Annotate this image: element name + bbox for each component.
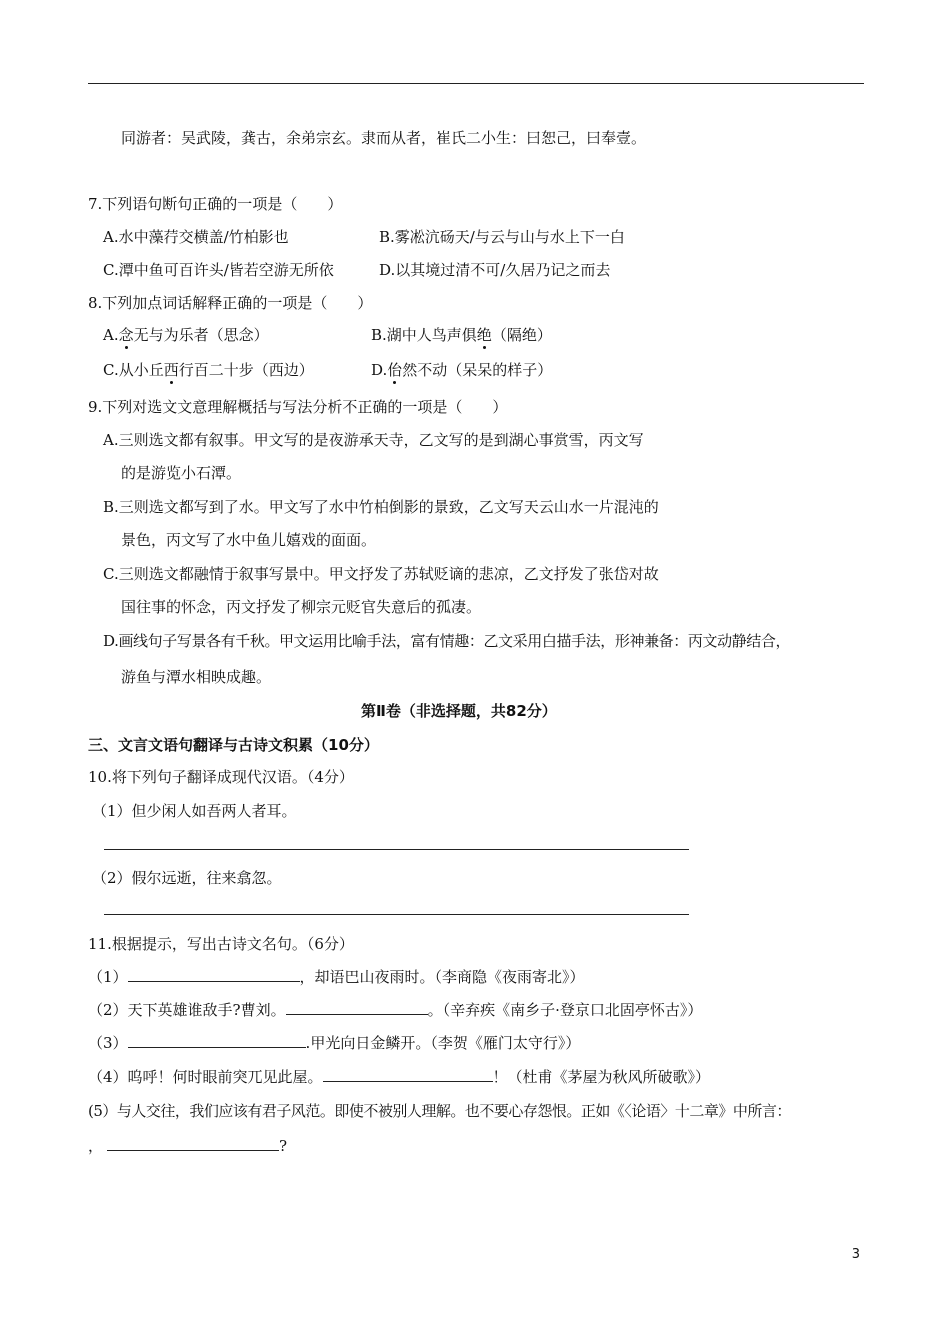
page-number: 3	[851, 1247, 860, 1262]
q11-item-2-prefix: （2）天下英雄谁敌手?曹刘。	[88, 1001, 286, 1019]
q9-option-b-line1: B.三则选文都写到了水。甲文写了水中竹柏倒影的景致，乙文写天云山水一片混沌的	[103, 498, 659, 516]
intro-line: 同游者：吴武陵，龚古，余弟宗玄。隶而从者，崔氏二小生：曰恕己，曰奉壹。	[121, 129, 647, 147]
q11-item-4-prefix: （4）呜呼！何时眼前突兀见此屋。	[88, 1068, 323, 1086]
q8-option-c	[103, 360, 314, 380]
q11-stem: 11.根据提示，写出古诗文名句。（6分）	[88, 935, 354, 953]
q7-stem: 7.下列语句断句正确的一项是（ ）	[88, 195, 343, 213]
q9-option-d-line1: D.画线句子写景各有千秋。甲文运用比喻手法，富有情趣：乙文采用白描手法，形神兼备：丙文动静结合，	[103, 632, 791, 650]
q11-item-2	[88, 1000, 702, 1020]
q8-a-post: 无与为乐者（思念）	[133, 326, 269, 344]
q9-option-c-line1: C.三则选文都融情于叙事写景中。甲文抒发了苏轼贬谪的悲凉，乙文抒发了张岱对故	[103, 565, 659, 583]
q8-d-dotted-word: 佁	[387, 361, 403, 379]
section2-title: 第Ⅱ卷（非选择题，共82分）	[361, 702, 557, 720]
q9-option-b-line2: 景色，丙文写了水中鱼儿嬉戏的面面。	[121, 531, 377, 549]
q11-item-5-blank[interactable]	[107, 1136, 279, 1151]
q9-option-a-line1: A.三则选文都有叙事。甲文写的是夜游承天寺，乙文写的是到湖心事赏雪，丙文写	[103, 431, 644, 449]
q7-option-a: A.水中藻荇交横盖/竹柏影也	[103, 228, 289, 246]
q11-item-5-line2	[88, 1136, 287, 1156]
q8-stem: 8.下列加点词话解释正确的一项是（ ）	[88, 294, 373, 312]
q11-item-1-suffix: ，却语巴山夜雨时。（李商隐《夜雨寄北》）	[299, 968, 585, 986]
q9-option-d-line2: 游鱼与潭水相映成趣。	[121, 668, 272, 686]
q9-option-c-line2: 国往事的怀念，丙文抒发了柳宗元贬官失意后的孤凄。	[121, 598, 482, 616]
q8-b-dotted-word: 绝	[476, 326, 492, 344]
q11-item-3-prefix: （3）	[88, 1034, 128, 1052]
q8-option-b	[371, 325, 552, 345]
q11-item-1-prefix: （1）	[88, 968, 128, 986]
q11-item-5-line1: (5）与人交往，我们应该有君子风范。即使不被别人理解。也不要心存怨恨。正如《〈论语〉十二章》中所言：	[88, 1102, 791, 1120]
q11-item-4-blank[interactable]	[323, 1067, 493, 1082]
q8-a-dotted-word: 念	[118, 326, 134, 344]
q11-item-5-suffix: ?	[279, 1137, 288, 1155]
q10-sentence-2: （2）假尔远逝，往来翕忽。	[92, 869, 282, 887]
q11-item-2-blank[interactable]	[286, 1000, 428, 1015]
q8-option-d	[371, 360, 552, 380]
q8-d-post: 然不动（呆呆的样子）	[402, 361, 553, 379]
q7-option-c: C.潭中鱼可百许头/皆若空游无所依	[103, 261, 334, 279]
q8-b-pre: B.湖中人鸟声俱	[371, 326, 477, 344]
q11-item-2-suffix: 。（辛弃疾《南乡子·登京口北固亭怀古》）	[427, 1001, 703, 1019]
header-rule	[88, 83, 864, 84]
q8-d-pre: D.	[371, 361, 388, 379]
q11-item-5-prefix: ，	[88, 1137, 104, 1155]
q11-item-1-blank[interactable]	[128, 967, 300, 982]
q8-c-dotted-word: 西	[163, 361, 179, 379]
q9-stem: 9.下列对选文文意理解概括与写法分析不正确的一项是（ ）	[88, 398, 508, 416]
q8-b-post: （隔绝）	[491, 326, 552, 344]
q7-option-d: D.以其境过清不可/久居乃记之而去	[379, 261, 611, 279]
q10-answer-line-2[interactable]	[104, 914, 689, 915]
q11-item-4-suffix: ！（杜甫《茅屋为秋风所破歌》）	[492, 1068, 711, 1086]
q9-option-a-line2: 的是游览小石潭。	[121, 464, 242, 482]
q8-c-pre: C.从小丘	[103, 361, 164, 379]
q10-answer-line-1[interactable]	[104, 849, 689, 850]
q11-item-3	[88, 1033, 580, 1053]
q10-stem: 10.将下列句子翻译成现代汉语。（4分）	[88, 768, 354, 786]
q11-item-4	[88, 1067, 710, 1087]
q11-item-3-suffix: .甲光向日金鳞开。（李贺《雁门太守行》）	[305, 1034, 581, 1052]
q11-item-1	[88, 967, 585, 987]
q8-c-post: 行百二十步（西边）	[178, 361, 314, 379]
q8-a-pre: A.	[103, 326, 119, 344]
q7-option-b: B.雾凇沆砀天/与云与山与水上下一白	[379, 228, 625, 246]
q8-option-a	[103, 325, 269, 345]
q11-item-3-blank[interactable]	[128, 1033, 306, 1048]
section3-title: 三、文言文语句翻译与古诗文积累（10分）	[88, 736, 379, 754]
q10-sentence-1: （1）但少闲人如吾两人者耳。	[92, 802, 297, 820]
